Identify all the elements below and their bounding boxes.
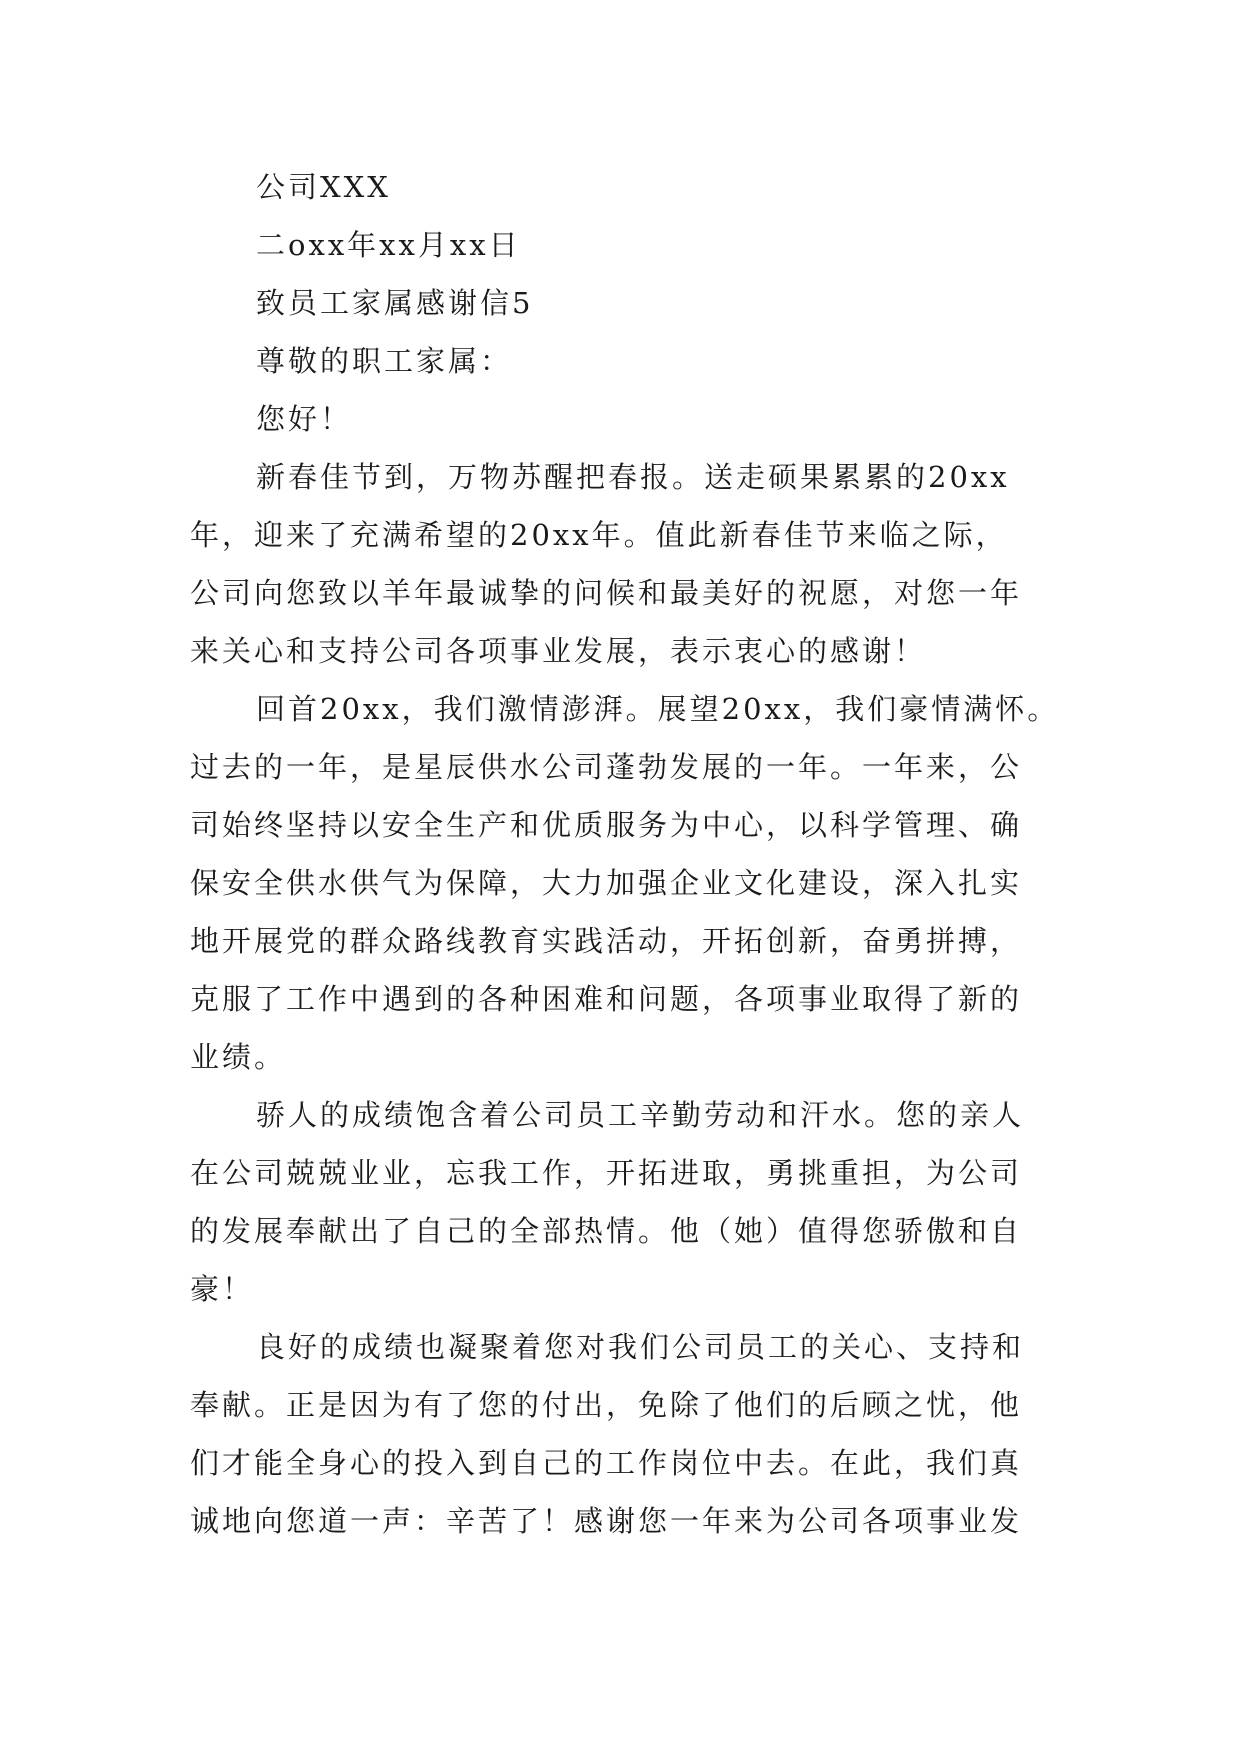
paragraph-line: 奉献。正是因为有了您的付出，免除了他们的后顾之忧，他 (190, 1388, 1023, 1422)
paragraph-line: 回首20xx，我们激情澎湃。展望20xx，我们豪情满怀。 (256, 692, 1060, 726)
letter-date: 二oxx年xx月xx日 (256, 228, 521, 262)
paragraph-line: 骄人的成绩饱含着公司员工辛勤劳动和汗水。您的亲人 (256, 1098, 1025, 1132)
letter-body (190, 158, 1060, 1550)
paragraph-line: 们才能全身心的投入到自己的工作岗位中去。在此，我们真 (190, 1446, 1023, 1480)
paragraph-1 (190, 448, 1052, 680)
paragraph-line: 新春佳节到，万物苏醒把春报。送走硕果累累的20xx (256, 460, 1010, 494)
paragraph-4 (190, 1318, 1052, 1550)
paragraph-2 (190, 680, 1060, 1086)
letter-title: 致员工家属感谢信5 (256, 286, 534, 320)
paragraph-line: 司始终坚持以安全生产和优质服务为中心，以科学管理、确 (190, 808, 1023, 842)
paragraph-line: 诚地向您道一声：辛苦了！感谢您一年来为公司各项事业发 (190, 1504, 1023, 1538)
paragraph-line: 地开展党的群众路线教育实践活动，开拓创新，奋勇拼搏， (190, 924, 1023, 958)
paragraph-3 (190, 1086, 1052, 1318)
salutation: 尊敬的职工家属： (256, 344, 513, 378)
paragraph-line: 公司向您致以羊年最诚挚的问候和最美好的祝愿，对您一年 (190, 576, 1023, 610)
paragraph-line: 在公司兢兢业业，忘我工作，开拓进取，勇挑重担，为公司 (190, 1156, 1023, 1190)
company-signature: 公司XXX (256, 170, 391, 204)
paragraph-line: 的发展奉献出了自己的全部热情。他（她）值得您骄傲和自 (190, 1214, 1023, 1248)
paragraph-line: 豪！ (190, 1272, 255, 1306)
paragraph-line: 保安全供水供气为保障，大力加强企业文化建设，深入扎实 (190, 866, 1023, 900)
paragraph-line: 克服了工作中遇到的各种困难和问题，各项事业取得了新的 (190, 982, 1023, 1016)
paragraph-line: 来关心和支持公司各项事业发展，表示衷心的感谢！ (190, 634, 927, 668)
paragraph-line: 过去的一年，是星辰供水公司蓬勃发展的一年。一年来，公 (190, 750, 1023, 784)
greeting: 您好！ (256, 402, 353, 436)
paragraph-line: 年，迎来了充满希望的20xx年。值此新春佳节来临之际， (190, 518, 1008, 552)
paragraph-line: 业绩。 (190, 1040, 287, 1074)
paragraph-line: 良好的成绩也凝聚着您对我们公司员工的关心、支持和 (256, 1330, 1025, 1364)
